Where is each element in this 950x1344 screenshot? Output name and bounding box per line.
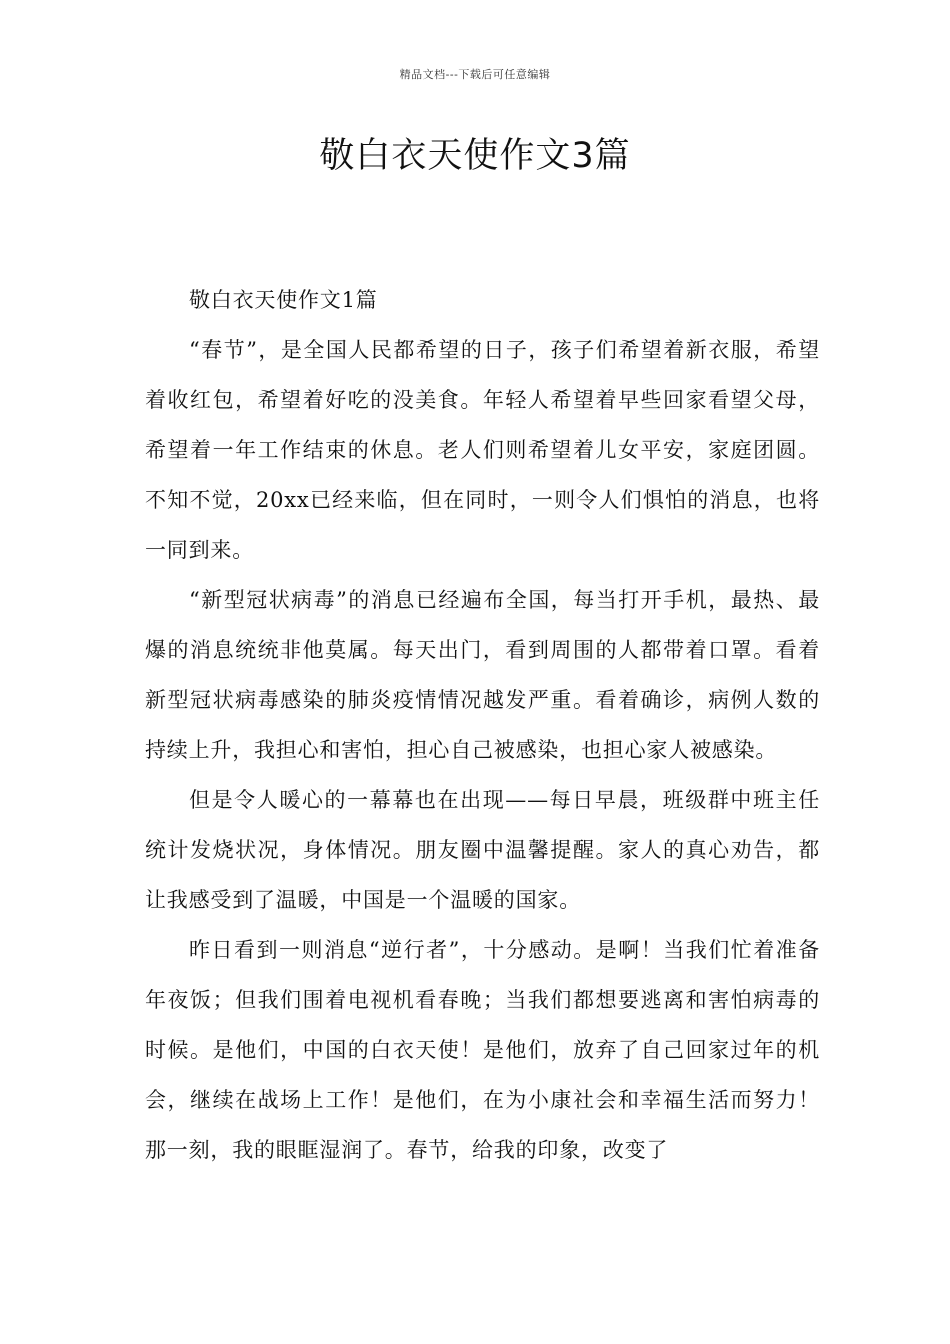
document-body bbox=[145, 275, 820, 1175]
paragraph-4: 昨日看到一则消息“逆行者”，十分感动。是啊！当我们忙着准备年夜饭；但我们围着电视机看春晚；当我们都想要逃离和害怕病毒的时候。是他们，中国的白衣天使！是他们，放弃了自己回家过年的机会，继续在战场上工作！是他们，在为小康社会和幸福生活而努力！那一刻，我的眼眶湿润了。春节，给我的印象，改变了 bbox=[145, 938, 820, 1162]
paragraph-2: “新型冠状病毒”的消息已经遍布全国，每当打开手机，最热、最爆的消息统统非他莫属。每天出门，看到周围的人都带着口罩。看着新型冠状病毒感染的肺炎疫情情况越发严重。看着确诊，病例人数的持续上升，我担心和害怕，担心自己被感染，也担心家人被感染。 bbox=[145, 588, 820, 762]
header-note: 精品文档---下载后可任意编辑 bbox=[399, 68, 551, 81]
page-title: 敬白衣天使作文3篇 bbox=[319, 136, 631, 176]
paragraph-3: 但是令人暖心的一幕幕也在出现——每日早晨，班级群中班主任统计发烧状况，身体情况。朋友圈中温馨提醒。家人的真心劝告，都让我感受到了温暖，中国是一个温暖的国家。 bbox=[145, 788, 820, 912]
paragraph-1: “春节”，是全国人民都希望的日子，孩子们希望着新衣服，希望着收红包，希望着好吃的没美食。年轻人希望着早些回家看望父母，希望着一年工作结束的休息。老人们则希望着儿女平安，家庭团圆。不知不觉，20xx已经来临，但在同时，一则令人们惧怕的消息，也将一同到来。 bbox=[145, 338, 820, 562]
section-heading: 敬白衣天使作文1篇 bbox=[189, 288, 378, 312]
